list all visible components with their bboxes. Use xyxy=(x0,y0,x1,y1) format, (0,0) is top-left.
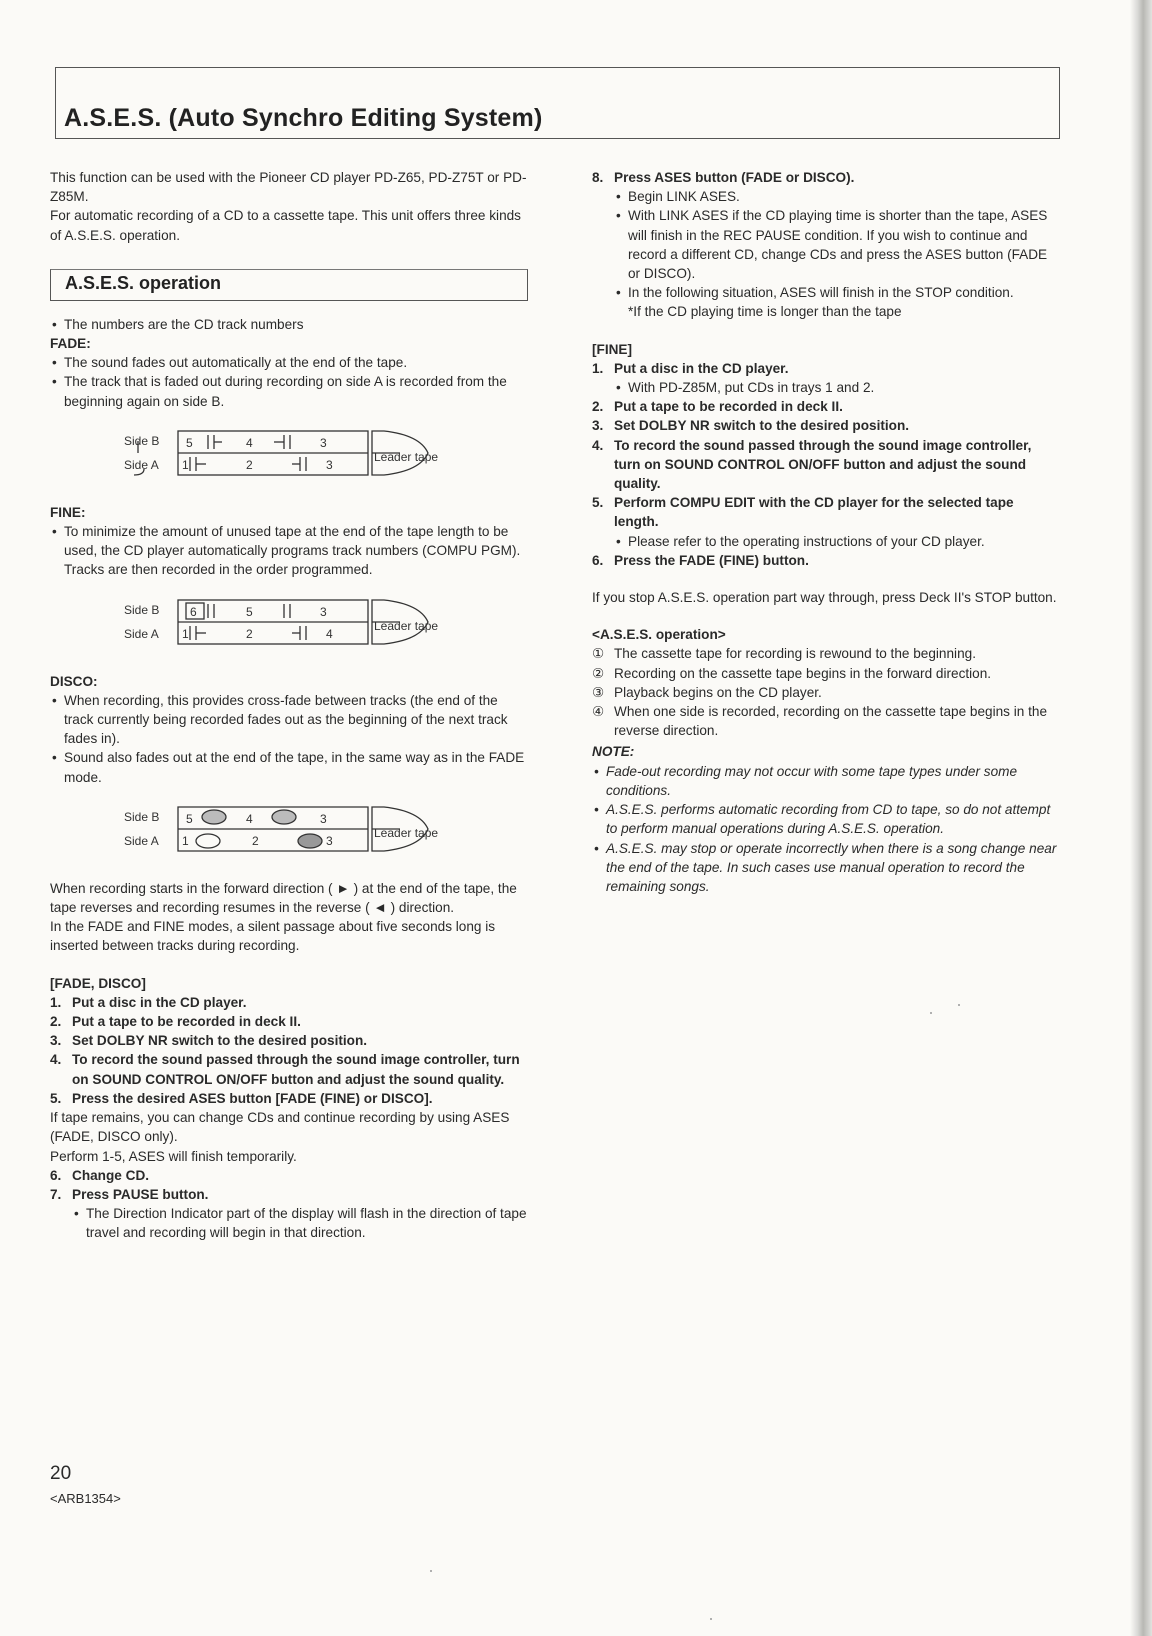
tape-diagram-svg xyxy=(124,423,464,489)
procedure-step: 6. Change CD. xyxy=(50,1167,150,1183)
operation-heading: <A.S.E.S. operation> xyxy=(592,627,726,643)
tape-diagram-svg xyxy=(124,592,464,658)
right-column xyxy=(592,168,1060,896)
track-number: 5 xyxy=(186,811,193,826)
step8-bullet: • Begin LINK ASES. xyxy=(614,187,1060,206)
continue-note: Perform 1-5, ASES will finish temporarily. xyxy=(50,1148,297,1164)
procedure-step: 4. To record the sound passed through the sound image controller, turn on SOUND CONTROL ON/OFF button and adjust the sound quality. xyxy=(50,1052,520,1087)
procedure-step: 2. Put a tape to be recorded in deck II. xyxy=(50,1014,301,1030)
stop-instruction: If you stop A.S.E.S. operation part way through, press Deck II's STOP button. xyxy=(592,590,1057,606)
direction-paragraph: When recording starts in the forward direction ( ► ) at the end of the tape, the tape reverses and recording resumes in the reverse ( ◄ ) direction. xyxy=(50,880,517,916)
track-note: • The numbers are the CD track numbers xyxy=(50,315,528,334)
side-b-label: Side B xyxy=(124,809,160,824)
track-number: 3 xyxy=(320,604,327,619)
scan-speck xyxy=(930,1012,932,1014)
side-a-label: Side A xyxy=(124,626,159,641)
procedure-step: 3. Set DOLBY NR switch to the desired position. xyxy=(592,418,910,434)
leader-tape-label: Leader tape xyxy=(374,618,439,633)
continue-note: If tape remains, you can change CDs and continue recording by using ASES (FADE, DISCO only). xyxy=(50,1110,510,1145)
procedure-step: 6. Press the FADE (FINE) button. xyxy=(592,552,809,568)
track-number: 3 xyxy=(320,811,327,826)
side-b-label: Side B xyxy=(124,433,160,448)
procedure-step: 5. Perform COMPU EDIT with the CD player for the selected tape length. xyxy=(592,495,1014,530)
side-a-label: Side A xyxy=(124,457,159,472)
track-number: 4 xyxy=(326,626,333,641)
disco-tape-diagram xyxy=(124,799,464,865)
disco-bullet: • Sound also fades out at the end of the tape, in the same way as in the FADE mode. xyxy=(50,748,528,786)
track-number: 2 xyxy=(252,833,259,848)
fine-step-bullet: • Please refer to the operating instructions of your CD player. xyxy=(614,532,1060,551)
fade-bullet: • The sound fades out automatically at the end of the tape. xyxy=(50,353,528,372)
fine-step-bullets xyxy=(614,378,1060,397)
fine-bullets xyxy=(50,522,528,580)
track-number: 2 xyxy=(246,626,253,641)
disco-bullets xyxy=(50,691,528,787)
page-number: 20 xyxy=(50,1463,72,1484)
track-number: 5 xyxy=(186,435,193,450)
tape-diagram-svg xyxy=(124,799,464,865)
operation-item: ② Recording on the cassette tape begins in the forward direction. xyxy=(592,665,992,681)
scan-speck xyxy=(430,1570,432,1572)
note-item: • A.S.E.S. performs automatic recording from CD to tape, so do not attempt to perform manual operations during A.S.E.S. operation. xyxy=(592,800,1060,838)
scan-speck xyxy=(710,1618,712,1620)
step8-note: *If the CD playing time is longer than the tape xyxy=(628,304,902,320)
step7-bullets xyxy=(72,1204,528,1242)
procedure-step: 4. To record the sound passed through the sound image controller, turn on SOUND CONTROL ON/OFF button and adjust the sound quality. xyxy=(592,437,1032,492)
document-code: <ARB1354> xyxy=(50,1491,121,1506)
section-heading-box xyxy=(50,269,528,301)
track-number: 1 xyxy=(182,833,189,848)
procedure-step: 2. Put a tape to be recorded in deck II. xyxy=(592,399,843,415)
procedure-step: 5. Press the desired ASES button [FADE (FINE) or DISCO]. xyxy=(50,1090,433,1106)
track-number: 1 xyxy=(182,457,189,472)
track-number: 3 xyxy=(320,435,327,450)
note-item: • A.S.E.S. may stop or operate incorrectly when there is a song change near the end of the tape. In such cases use manual operation to record the remaining songs. xyxy=(592,839,1060,897)
leader-tape-label: Leader tape xyxy=(374,825,439,840)
left-column xyxy=(50,168,528,1243)
silent-passage-paragraph: In the FADE and FINE modes, a silent passage about five seconds long is inserted between tracks during recording. xyxy=(50,919,496,954)
track-number: 3 xyxy=(326,833,333,848)
fine-step-bullet: • With PD-Z85M, put CDs in trays 1 and 2. xyxy=(614,378,1060,397)
track-number: 4 xyxy=(246,435,253,450)
procedure-step: 1. Put a disc in the CD player. xyxy=(50,994,247,1010)
fade-bullets xyxy=(50,353,528,411)
fade-tape-diagram xyxy=(124,423,464,489)
fade-disco-heading: [FADE, DISCO] xyxy=(50,975,146,991)
note-list xyxy=(592,762,1060,896)
step7-bullet: • The Direction Indicator part of the display will flash in the direction of tape travel and recording will begin in that direction. xyxy=(72,1204,528,1242)
note-item: • Fade-out recording may not occur with some tape types under some conditions. xyxy=(592,762,1060,800)
note-label: NOTE: xyxy=(592,744,635,760)
track-number: 1 xyxy=(182,626,189,641)
track-number: 2 xyxy=(246,457,253,472)
fine-step-bullets xyxy=(614,532,1060,551)
step8-bullets xyxy=(614,187,1060,302)
procedure-step: 1. Put a disc in the CD player. xyxy=(592,360,789,376)
disco-label: DISCO: xyxy=(50,673,98,689)
title-rule xyxy=(55,138,1060,139)
operation-item: ③ Playback begins on the CD player. xyxy=(592,684,822,700)
step8-bullet: • In the following situation, ASES will finish in the STOP condition. xyxy=(614,283,1060,302)
leader-tape-label: Leader tape xyxy=(374,449,439,464)
scan-speck xyxy=(958,1004,960,1006)
intro-paragraph: For automatic recording of a CD to a cassette tape. This unit offers three kinds of A.S.E.S. operation. xyxy=(50,208,521,243)
fade-bullet: • The track that is faded out during recording on side A is recorded from the beginning again on side B. xyxy=(50,372,528,410)
track-number: 6 xyxy=(190,604,197,619)
operation-item: ④ When one side is recorded, recording on the cassette tape begins in the reverse direction. xyxy=(592,704,1048,739)
track-number: 4 xyxy=(246,811,253,826)
track-note-list xyxy=(50,315,528,334)
procedure-step: 7. Press PAUSE button. xyxy=(50,1186,209,1202)
fine-heading: [FINE] xyxy=(592,341,633,357)
procedure-step: 3. Set DOLBY NR switch to the desired position. xyxy=(50,1033,368,1049)
side-b-label: Side B xyxy=(124,602,160,617)
operation-item: ① The cassette tape for recording is rewound to the beginning. xyxy=(592,646,976,662)
fade-label: FADE: xyxy=(50,336,91,352)
fine-tape-diagram xyxy=(124,592,464,658)
intro-paragraph: This function can be used with the Pioneer CD player PD-Z65, PD-Z75T or PD-Z85M. xyxy=(50,170,527,205)
section-heading: A.S.E.S. operation xyxy=(65,272,222,293)
step8-bullet: • With LINK ASES if the CD playing time is shorter than the tape, ASES will finish in the REC PAUSE condition. If you wish to continue and record a different CD, change CDs and press the ASES button (FADE or DISCO). xyxy=(614,206,1060,283)
side-a-label: Side A xyxy=(124,833,159,848)
page-title: A.S.E.S. (Auto Synchro Editing System) xyxy=(64,104,543,132)
fine-label: FINE: xyxy=(50,504,86,520)
fine-bullet: • To minimize the amount of unused tape at the end of the tape length to be used, the CD player automatically programs track numbers (COMPU PGM). Tracks are then recorded in the order programmed. xyxy=(50,522,528,580)
procedure-step: 8. Press ASES button (FADE or DISCO). xyxy=(592,170,855,185)
track-number: 5 xyxy=(246,604,253,619)
track-number: 3 xyxy=(326,457,333,472)
page-edge-shadow xyxy=(1130,0,1152,1636)
disco-bullet: • When recording, this provides cross-fade between tracks (the end of the track currently being recorded fades out as the beginning of the next track fades in). xyxy=(50,691,528,749)
